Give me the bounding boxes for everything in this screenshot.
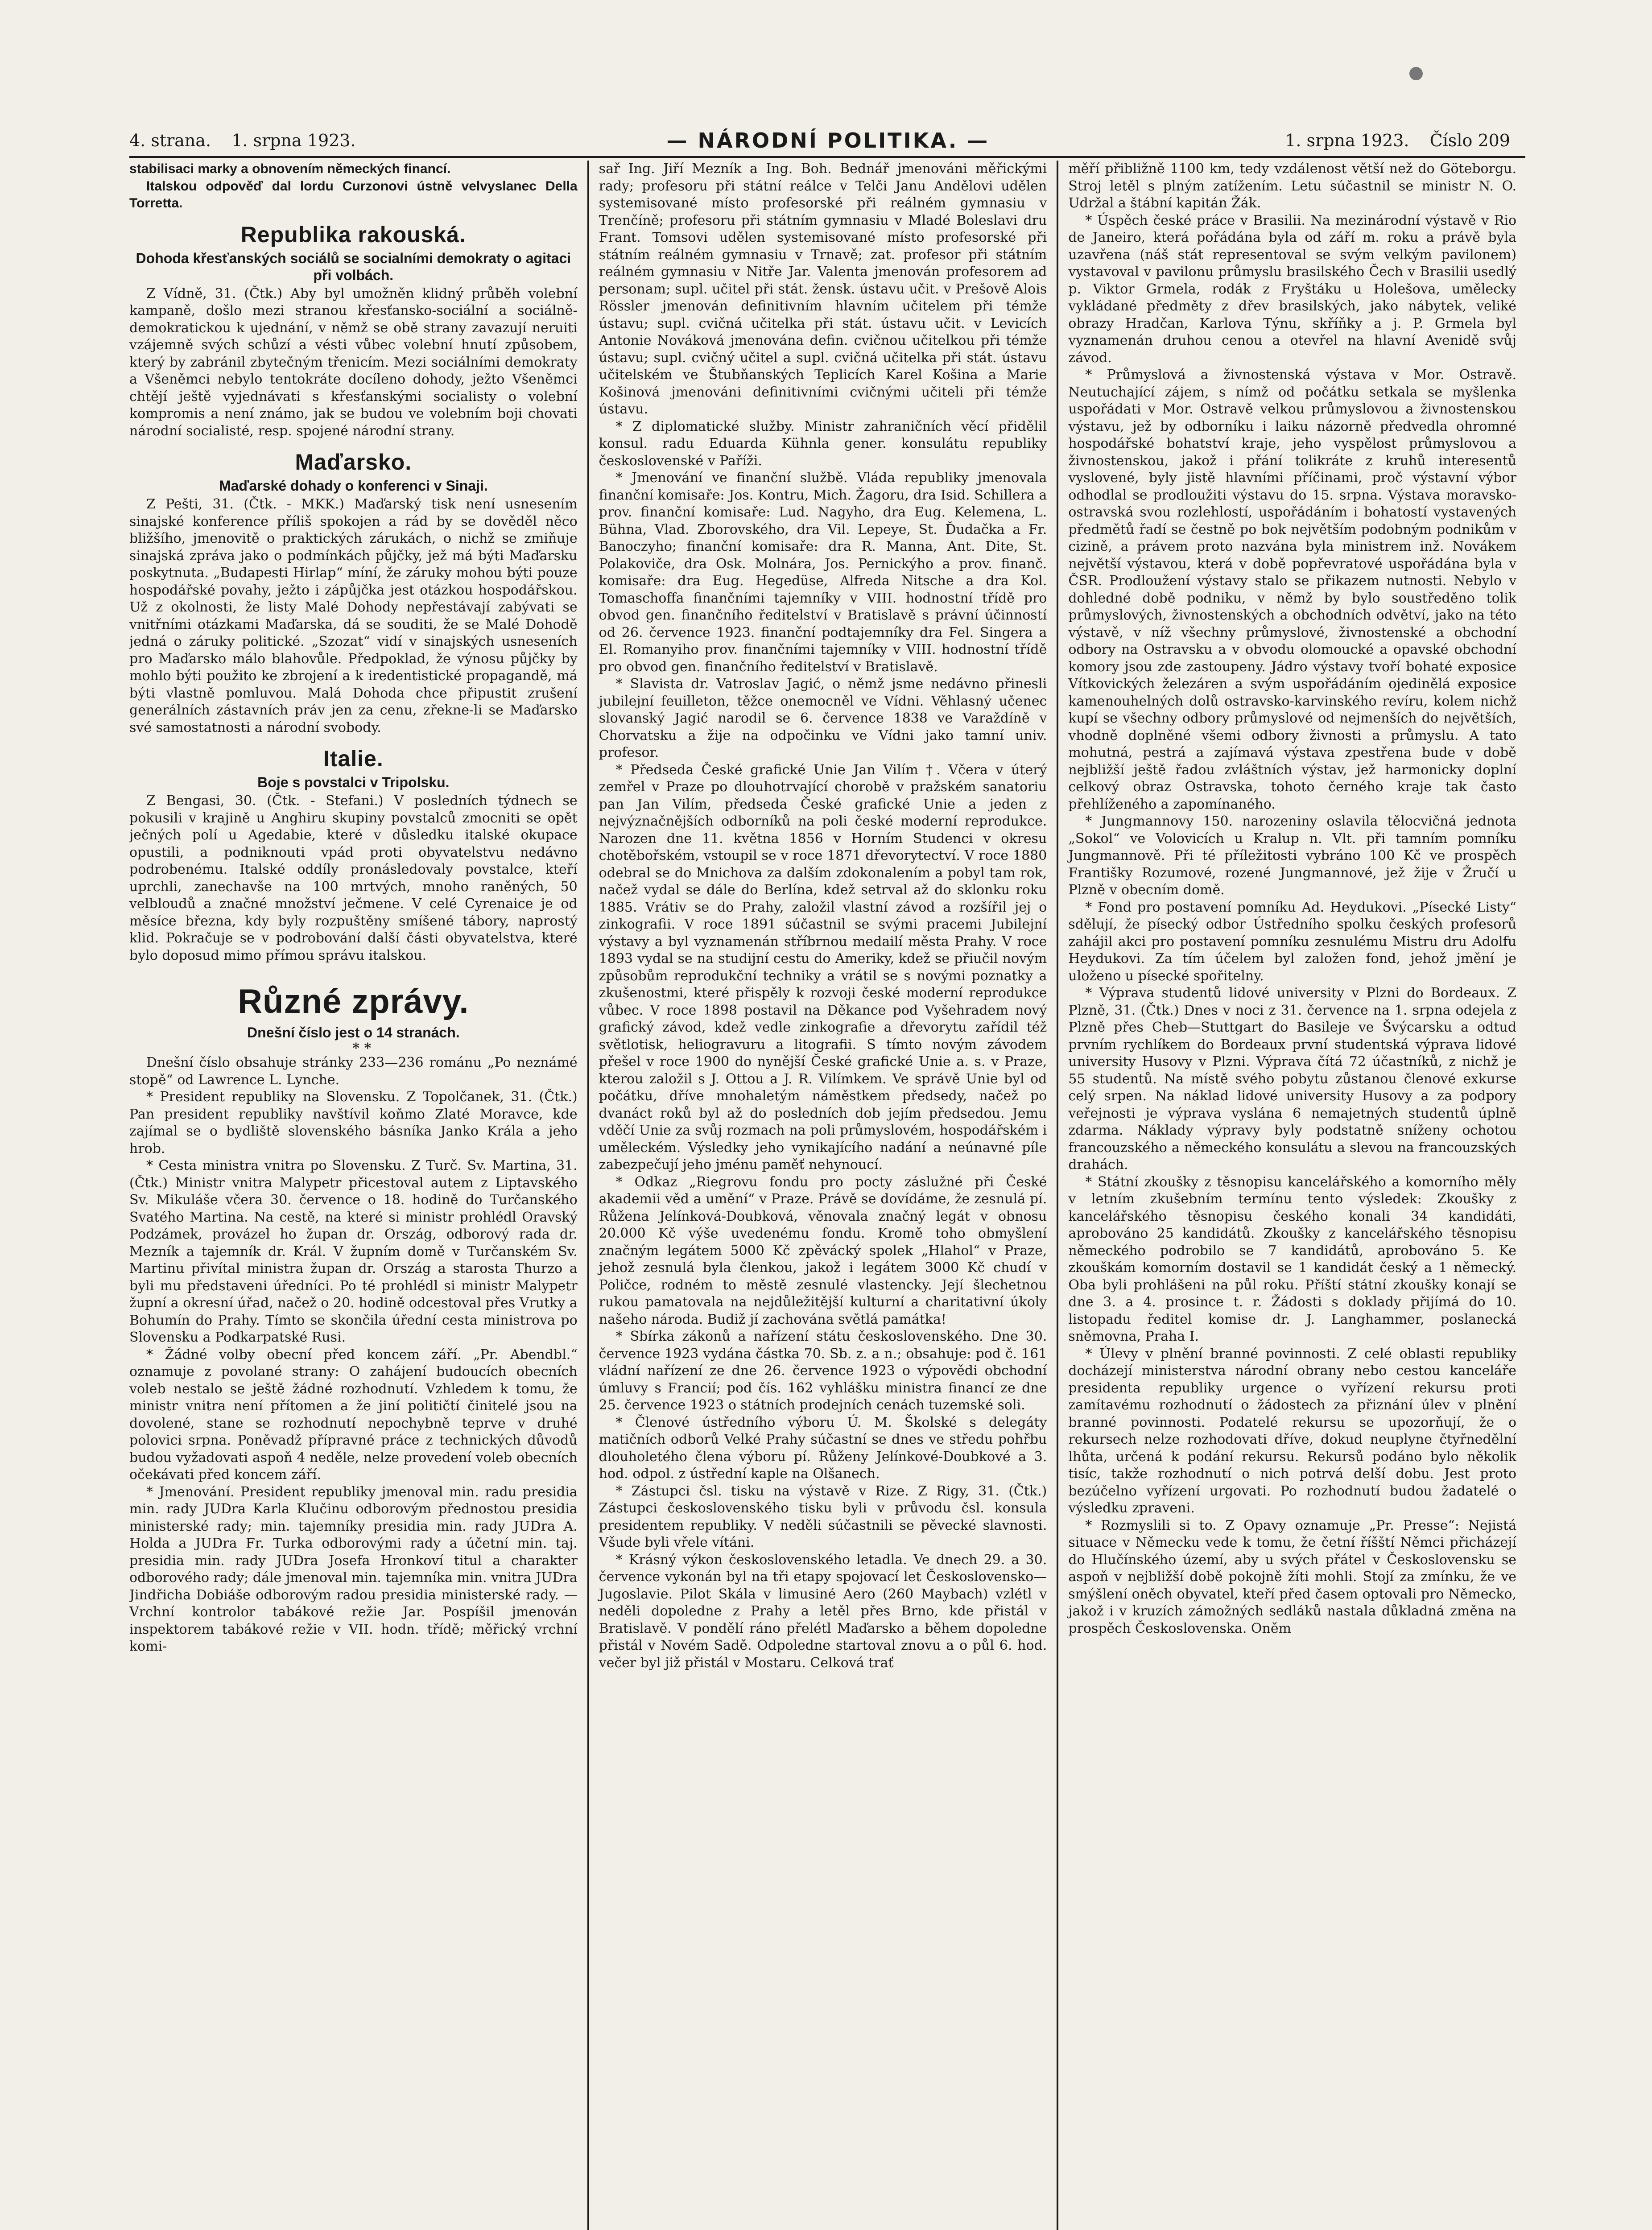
page-header [129, 125, 1525, 158]
news-item: * Žádné volby obecní před koncem září. „Pr. Abendbl.“ oznamuje z povolané strany: O zahájení budoucích obecních voleb nestalo se ještě žádné rozhodnutí. Vzhledem k tomu, že ministr vnitra není přítomen a že jiní političtí činitelé jsou na dovolené, stane se rozhodnutí nepochybně teprve v druhé polovici srpna. Poněvadž přípravné práce z technických důvodů budou vyžadovati aspoň 4 neděle, nelze provedení voleb obecních očekávati před koncem září. [129, 1346, 578, 1483]
page-number: 4. strana. [129, 131, 211, 150]
column-rule [1057, 161, 1058, 2230]
news-item: * Jungmannovy 150. narozeniny oslavila tělocvičná jednota „Sokol“ ve Volovicích u Kralup n. Vlt. při tamním pomníku Jungmannově. Při té příležitosti vybráno 100 Kč ve prospěch Františky Rozumové, rozené Jungmannové, jež žije v Žručí u Plzně v obecním domě. [1068, 814, 1517, 898]
issue-number: Číslo 209 [1429, 131, 1510, 150]
stars-divider: * * [352, 1041, 372, 1056]
news-item: * Předseda České grafické Unie Jan Vilím †. Včera v úterý zemřel v Praze po dlouhotrvající chorobě v pražském sanatoriu pan Jan Vilím, předseda České grafické Unie a jeden z nejvýznačnějších odborníků na poli české moderní reprodukce. Narozen dne 11. května 1856 v Horním Studenci v okresu chotěbořském, vstoupil se v roce 1871 dřevorytectví. V roce 1880 odebral se do Mnichova za dalším zdokonalením a pobyl tam rok, načež vydal se dále do Berlína, kdež setrval až do sklonku roku 1885. Vrátiv se do Prahy, založil vlastní závod a rozšířil jej o zinkografii. V roce 1891 súčastnil se svými pracemi Jubilejní výstavy a byl vyznamenán stříbrnou medailí města Prahy. V roce 1893 vydal se na studijní cestu do Ameriky, kdež se přiučil novým způsobům reprodukční techniky a vrátil se s novými poznatky a zkušenostmi, které přispěly k rozvoji české moderní reprodukce vůbec. V roce 1898 postavil na Děkance pod Vyšehradem nový grafický závod, kdež vedle zinkografie a dřevorytu zařídil též světlotisk, heliogravuru a litografii. S tímto novým závodem přešel v roce 1900 do nynější České grafické Unie a. s. v Praze, kterou založil s J. Ottou a J. R. Vilímkem. Ve správě Unie byl od počátku, dříve mnohaletým náměstkem předsedy, načež po dvanáct roků byl až do posledních dob jejím předsedou. Jemu vděčí Unie za svůj rozmach na poli průmyslovém, hospodářském i uměleckém. Výsledky jeho vynikajícího nadání a neúnavné píle zabezpečují jeho jménu paměť nehynoucí. [599, 762, 1047, 1173]
news-item: * President republiky na Slovensku. Z Topolčanek, 31. (Čtk.) Pan president republiky navštívil koňmo Zlaté Moravce, kde zajímal se o bydliště slovenského básníka Janko Krála a jeho hrob. [129, 1089, 578, 1156]
section-title-misc: Různé zprávy. [238, 983, 469, 1020]
news-item: * Úspěch české práce v Brasilii. Na mezinárodní výstavě v Rio de Janeiro, která pořádána byla od září m. roku a právě byla uzavřena (náš stát representoval se svým velkým pavilonem) vystavoval v pavilonu průmyslu brasilského Čech v Brasilii usedlý p. Viktor Grmela, rodák z Fryštáku u Holešova, umělecky vykládané předměty z dřev brasilských, jako nábytek, veliké obrazy Hradčan, Karlova Týnu, skříňky a j. P. Grmela byl vyznamenán druhou cenou a otevřel na hlavní Avenidě svůj závod. [1068, 212, 1517, 366]
news-item: * Státní zkoušky z těsnopisu kancelářského a komorního měly v letním zkušebním termínu tento výsledek: Zkoušky z kancelářského těsnopisu českého konali 34 kandidáti, aprobováno 25 kandidátů. Zkoušky z kancelářského těsnopisu německého podrobilo se 7 kandidátů, aprobováno 5. Ke zkouškám komorním dostavil se 1 kandidát český a 1 německý. Oba byli prohlášeni na půl roku. Příští státní zkoušky konají se dne 3. a 4. prosince t. r. Žádosti s doklady přijímá do 10. listopadu ředitel komise dr. J. Langhammer, poslanecká sněmovna, Praha I. [1068, 1174, 1517, 1344]
news-item: sař Ing. Jiří Mezník a Ing. Boh. Bednář jmenováni měřickými rady; profesoru při státní reálce v Telči Janu Andělovi udělen systemisované místo profesorské při reálném gymnasiu v Trenčíně; profesoru při státním gymnasiu v Mladé Boleslavi dru Frant. Tomsovi udělen systemisované místo profesorské při státním reálném gymnasiu v Trnavě; zat. profesor při státním reálném gymnasiu v Nitře Jar. Valenta jmenován profesorem ad personam; supl. učitel při stát. žensk. ústavu učit. v Prešově Alois Rössler jmenován definitivním hlavním učitelem při témže ústavu; supl. cvičná učitelka při stát. ústavu učit. v Levicích Antonie Nováková jmenována defin. cvičnou učitelkou při témže ústavu; supl. cvičný učitel a supl. cvičná učitelka při stát. ústavu učitelském ve Štubňanských Teplicích Karel Košina a Marie Košinová jmenováni definitivními cvičnými učiteli při témže ústavu. [599, 161, 1047, 417]
section-title-italy: Italie. [323, 746, 384, 771]
section-title-austria: Republika rakouská. [240, 222, 466, 247]
misc-intro: Dnešní číslo obsahuje stránky 233—236 románu „Po neznámé stopě“ od Lawrence L. Lynche. [129, 1055, 578, 1088]
news-item: * Úlevy v plnění branné povinnosti. Z celé oblasti republiky docházejí ministerstva národní obrany nebo cestou kanceláře presidenta republiky urgence o vyřízení rekursu proti zamítavému rozhodnutí o žádostech za přiznání úlev v plnění branné povinnosti. Podatelé rekursu se upozorňují, že o rekursech nelze rozhodovati dříve, dokud neuplyne čtyřnedělní lhůta, určená k podání rekursu. Rekursů podáno bylo několik tisíc, takže rozhodnutí o nich potrvá delší dobu. Jest proto bezúčelno vyřízení urgovati. Po rozhodnutí budou žadatelé o výsledku zpraveni. [1068, 1346, 1517, 1516]
article-hungary: Z Pešti, 31. (Čtk. - MKK.) Maďarský tisk není usnesením sinajské konference příliš spokojen a rád by se dověděl něco bližšího, jmenovitě o praktických zárukách, o nichž se zmiňuje sinajská zpráva jako o podmínkách půjčky, jež má býti Maďarsku poskytnuta. „Budapesti Hirlap“ míní, že záruky mohou býti pouze hospodářské povahy, ježto i zápůjčka jest otázkou hospodářskou. Už z okolnosti, že listy Malé Dohody nepřestávají zabývati se vnitřními otázkami Maďarska, dá se souditi, že se Malé Dohodě jedná o záruky politické. „Szozat“ vidí v sinajských usneseních pro Maďarsko málo blahovůle. Předpoklad, že výnosu půjčky by mohlo býti použito ke zbrojení a k iredentistické propagandě, má býti vlastně pomluvou. Malá Dohoda chce připustit zrušení generálních zástavních práv jen za cenu, zřekne-li se Maďarsko své samostatnosti a národní svobody. [129, 496, 578, 735]
news-item: * Průmyslová a živnostenská výstava v Mor. Ostravě. Neutuchající zájem, s nímž od počátku setkala se myšlenka uspořádati v Mor. Ostravě velkou průmyslovou a živnostenskou výstavu, jež by odborníku i laiku názorně předvedla ohromné hospodářské bohatství kraje, jeho vyspělost průmyslovou a živnostenskou, jakož i přání tolikráte z kruhů interesentů vyslovené, byly jistě hlavními příčinami, proč výstavní výbor odhodlal se prodloužiti výstavu do 15. srpna. Výstava moravsko-ostravská svou rozlehlostí, uspořádáním i bohatostí vystavených předmětů řadí se čestně po bok největším podobným podnikům v cizině, a právem proto nazvána byla ministrem inž. Novákem největší výstavou, která v době popřevratové uspořádána byla v ČSR. Prodloužení výstavy stalo se přikazem nutnosti. Nebylo v dohledné době podniku, v němž by bylo soustředěno tolik průmyslových, živnostenských a obchodních odvětví, jako na této výstavě, v níž všechny průmyslové, živnostenské a obchodní odbory na Ostravsku a v obvodu olomoucké a opavské obchodní komory jsou zde zastoupeny. Jádro výstavy tvoří bohaté exposice Vítkovických železáren a svým uspořádáním ojedinělá exposice kamenouhelných dolů ostravsko-karvinského revíru, kolem nichž kupí se všechny odbory průmyslové od nejmenších do největších, vhodně doplněné všemi odbory živnosti a průmyslu. A tato mohutná, pestrá a zajímavá výstava zpestřena bude v době nejbližší ještě řadou zvláštních výstav, jež harmonicky doplní celkový obraz Ostravska, tohoto černého kraje tak často přehlíženého a zapomínaného. [1068, 367, 1517, 812]
news-item: * Sbírka zákonů a nařízení státu československého. Dne 30. července 1923 vydána částka 70. Sb. z. a n.; obsahuje: pod č. 161 vládní nařízení ze dne 26. července 1923 o výpovědi obchodní úmluvy s Francií; pod čís. 162 vyhlášku ministra financí ze dne 25. července 1923 o státních prodejních cenách tuzemské soli. [599, 1329, 1047, 1413]
subtitle-hungary: Maďarské dohady o konferenci v Sinaji. [219, 478, 488, 494]
news-item: * Členové ústředního výboru Ú. M. Školské s delegáty matičních odborů Velké Prahy súčastní se dnes ve středu pohřbu dlouholetého člena výboru pí. Růženy Jelínkové-Doubkové a 3. hod. odpol. z ústřední kaple na Olšanech. [599, 1414, 1047, 1482]
news-item: * Jmenování ve finanční službě. Vláda republiky jmenovala finanční komisaře: Jos. Kontru, Mich. Žagoru, dra Isid. Schillera a prov. finanční komisaře: Lud. Nagyho, dra Eug. Kelemena, L. Bühna, Vlad. Zborovského, dra Vil. Lepeye, St. Ďudačka a Fr. Banoczyho; finanční komisaře: dra R. Manna, Ant. Dite, St. Polakoviče, dra Osk. Molnára, Jos. Pernickýho a prov. finanč. komisaře: dra Eug. Hegedüse, Alfreda Nitsche a dra Kol. Tomaschoffa finančními tajemníky v VIII. hodnostní třídě pro obvod gen. finančního ředitelství v Bratislavě s právní účinností od 26. července 1923. finanční podtajemníky dra Fel. Singera a El. Romanyiho prov. finančními tajemníky v VIII. hodnostní třídě pro obvod gen. finančního ředitelství v Bratislavě. [599, 470, 1047, 675]
news-item: * Slavista dr. Vatroslav Jagić, o němž jsme nedávno přinesli jubilejní feuilleton, těžce onemocněl ve Vídni. Věhlasný učenec slovanský Jagić narodil se 6. července 1838 ve Varaždíně v Chorvatsku a žije na odpočinku ve Vídni jako tamní univ. profesor. [599, 676, 1047, 760]
news-item: * Zástupci čsl. tisku na výstavě v Rize. Z Rigy, 31. (Čtk.) Zástupci československého tisku byli v průvodu čsl. konsula presidentem republiky. V neděli súčastnili se pěvecké slavnosti. Všude byli vřele vítáni. [599, 1483, 1047, 1550]
punch-hole-mark [1409, 67, 1423, 80]
news-item: * Výprava studentů lidové university v Plzni do Bordeaux. Z Plzně, 31. (Čtk.) Dnes v noci z 31. července na 1. srpna odejela z Plzně přes Cheb—Stuttgart do Basileje ve Švýcarsku a odtud prvním rychlíkem do Bordeaux první studentská výprava lidové university Husovy v Plzni. Výprava čítá 72 účastníků, z nichž je 55 studentů. Na místě svého pobytu zůstanou členové exkurse celý srpen. Na náklad lidové university Husovy a za podpory veřejnosti je výprava vyslána 6 nemajetných studentů úplně zdarma. Náklady výpravy byly podstatně sníženy ochotou francouzského a německého konsulátu a slevou na francouzských drahách. [1068, 985, 1517, 1173]
lead-bold: stabilisaci marky a obnovením německých financí. [129, 161, 451, 176]
subtitle-austria: Dohoda křesťanských sociálů se socialními demokraty o agitaci při volbách. [136, 250, 571, 283]
article-columns [129, 161, 1525, 2230]
column-rule [587, 161, 589, 2230]
subtitle-italy: Boje s povstalci v Tripolsku. [257, 774, 450, 790]
news-item: * Krásný výkon československého letadla. Ve dnech 29. a 30. července vykonán byl na tři etapy spojovací let Československo—Jugoslavie. Pilot Skála v limusiné Aero (260 Maybach) vzlétl v neděli dopoledne z Prahy a letěl přes Brno, kde přistál v Bratislavě. V pondělí ráno přelétl Maďarsko a během dopoledne přistál v Novém Sadě. Odpoledne startoval znovu a o půl 6. hod. večer byl již přistál v Mostaru. Celková trať [599, 1552, 1047, 1671]
news-item: měří přibližně 1100 km, tedy vzdálenost větší než do Göteborgu. Stroj letěl s plným zatížením. Letu súčastnil se ministr N. O. Udržal a štábní kapitán Žák. [1068, 161, 1517, 211]
news-item: * Rozmyslili si to. Z Opavy oznamuje „Pr. Presse“: Nejistá situace v Německu vede k tomu, že četní říšští Němci přicházejí do Hlučínského území, aby u svých přátel v Československu se aspoň v nejbližší době pokojně žíti mohli. Stojí za zmínku, že ve smýšlení oněch obyvatel, kteří před časem optovali pro Německo, jakož i v kruzích zámožných sedláků nastala důkladná změna na prospěch Československa. Oněm [1068, 1517, 1517, 1636]
issue-date-right: 1. srpna 1923. [1285, 131, 1409, 150]
article-austria: Z Vídně, 31. (Čtk.) Aby byl umožněn klidný průběh volební kampaně, došlo mezi stranou křesťansko-sociální a sociálně-demokratickou k ujednání, v němž se obě strany zavazují neruiti vzájemně svých schůzí a vésti vůbec volební hnutí způsobem, který by zabránil zbytečným třenicím. Mezi sociálními demokraty a Všeněmci nebylo tentokráte docíleno dohody, ježto Všeněmci chtějí ještě vyjednávati s křesťanskými socialisty o volební kompromis a není známo, jak se budou ve volebním boji chovati národní socialisté, resp. spojené národní strany. [129, 285, 578, 439]
issue-date: 1. srpna 1923. [231, 131, 356, 150]
masthead: — NÁRODNÍ POLITIKA. — [666, 128, 990, 153]
column-2 [590, 161, 1056, 2230]
news-item: * Z diplomatické služby. Ministr zahraničních věcí přidělil konsul. radu Eduarda Kühnla gener. konsulátu republiky československé v Paříži. [599, 418, 1047, 469]
news-item: * Odkaz „Riegrovu fondu pro pocty záslužné při České akademii věd a umění“ v Praze. Právě se dovídáme, že zesnulá pí. Růžena Jelínková-Doubková, věnovala značný legát v obnosu 20.000 Kč výše uvedenému fondu. Kromě toho obmyšlení značným legátem 5000 Kč zpěvácký spolek „Hlahol“ v Praze, jehož zesnulá byla členkou, jakož i legátem 3000 Kč chudí v Poličce, rodném to městě zesnulé vlastencky. Její šlechetnou rukou pamatovala na nejdůležitější kulturní a charitativní úkoly našeho národa. Budiž jí zachována světlá památka! [599, 1174, 1047, 1327]
header-right [1285, 131, 1525, 150]
subtitle-misc: Dnešní číslo jest o 14 stranách. [247, 1024, 460, 1041]
article-italy: Z Bengasi, 30. (Čtk. - Stefani.) V posledních týdnech se pokusili v krajině u Anghiru skupiny povstalců zmocniti se opět ječných polí u Agedabie, které v důsledku italské okupace opustili, a podniknouti vpád proti obyvatelstvu nedávno podrobenému. Italské oddíly pronásledovaly povstalce, kteří uprchli, zanechavše na 100 mrtvých, mnoho raněných, 50 velbloudů a značné množství ječmene. V celé Cyrenaice je od měsíce března, kdy byly rozpuštěny smíšené tábory, naprostý klid. Pokračuje se v podrobování další části obyvatelstva, které bylo doposud mimo přímou správu italskou. [129, 793, 578, 963]
header-left [129, 131, 371, 150]
news-item: * Fond pro postavení pomníku Ad. Heydukovi. „Písecké Listy“ sdělují, že písecký odbor Ústředního spolku českých profesorů zahájil akci pro postavení pomníku zesnulému Mistru dru Adolfu Heydukovi. Za tím účelem byl založen fond, jehož jmění je uloženo u písecké spořitelny. [1068, 899, 1517, 984]
news-item: * Jmenování. President republiky jmenoval min. radu presidia min. rady JUDra Karla Klučinu odborovým přednostou presidia ministerské rady; min. tajemníky presidia min. rady JUDra A. Holda a JUDra Fr. Turka odborovými rady a účetní min. taj. presidia min. rady JUDra Josefa Hronkoví titul a charakter odborového rady; dále jmenoval min. tajemníka min. vnitra JUDra Jindřicha Dobiáše odborovým radou presidia ministerské rady. — Vrchní kontrolor tabákové režie Jar. Pospíšil jmenován inspektorem tabákové režie v VII. hodn. třídě; měřický vrchní komi- [129, 1484, 578, 1654]
section-title-hungary: Maďarsko. [295, 450, 412, 475]
column-1 [129, 161, 586, 2230]
news-item: * Cesta ministra vnitra po Slovensku. Z Turč. Sv. Martina, 31. (Čtk.) Ministr vnitra Malypetr přicestoval autem z Liptavského Sv. Mikuláše včera 30. července o 18. hodině do Turčanského Svatého Martina. Na cestě, na které si ministr prohlédl Oravský Podzámek, provázel ho župan dr. Ország, odborový rada dr. Mezník a tajemník dr. Král. V župním domě v Turčanském Sv. Martinu přivítal ministra župan dr. Ország a starosta Thurzo a byli mu představeni úředníci. Po té prohlédl si ministr Malypetr župní a okresní úřad, načež o 20. hodině odcestoval přes Vrutky a Bohumín do Prahy. Tímto se skončila úřední cesta ministrova po Slovensku a Podkarpatské Rusi. [129, 1158, 578, 1345]
column-3 [1059, 161, 1525, 2230]
lead-bold-2: Italskou odpověď dal lordu Curzonovi ústně velvyslanec Della Torretta. [129, 178, 578, 211]
